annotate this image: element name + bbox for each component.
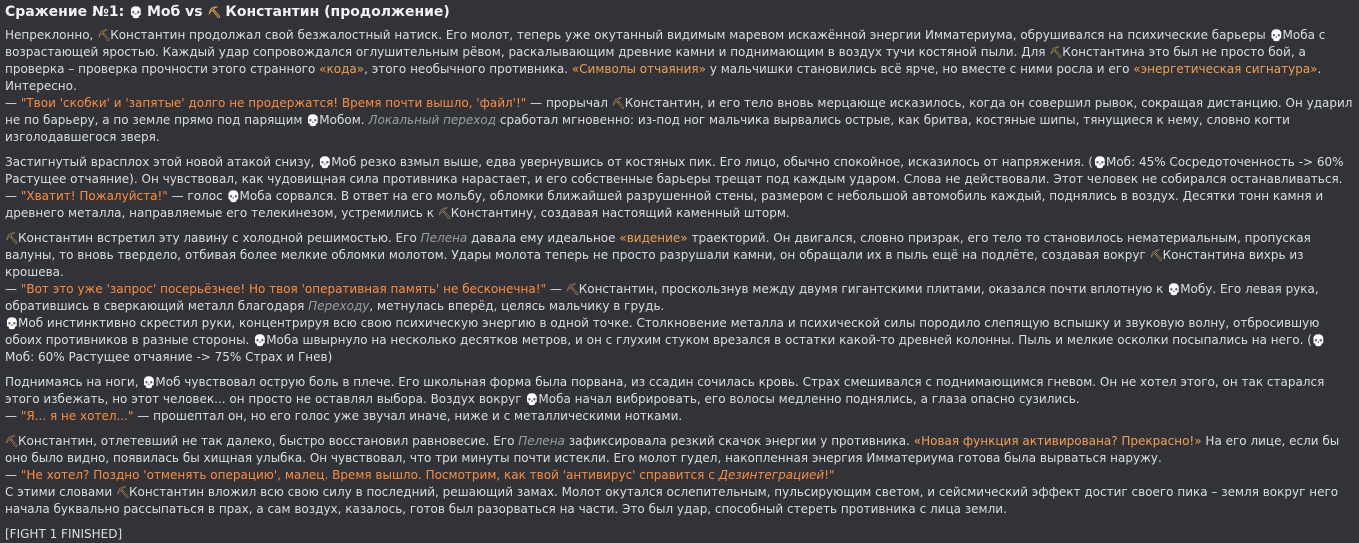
skull-icon: 💀 bbox=[525, 393, 540, 406]
pickaxe-icon: ⛏ bbox=[207, 6, 222, 19]
paragraph-3: ⛏Константин встретил эту лавину с холодной решимостью. Его Пелена давала ему идеальное «видение» траекторий. Он двигался, словно призрак, его тело то становилось нематериальным, пропуская валуны, то вновь твердело, отбивая более мелкие обломки молотом. Удары молота теперь не просто разрушали камни, он обращали их в пыль ещё на подлёте, создавая вокруг ⛏Константина вихрь из крошева. — "Вот это уже 'запрос' посерьёзнее! Но твоя 'оперативная память' не бесконечна!" — ⛏Константин, проскользнув между двумя гигантскими плитами, оказался почти вплотную к 💀Мобу. Его левая рука, обратившись в сверкающий металл благодаря Переходу, метнулась вперёд, целясь мальчику в грудь. 💀Моб инстинктивно скрестил руки, концентрируя всю свою психическую энергию в одной точке. Столкновение металла и психической силы породило слепящую вспышку и звуковую волну, отбросившую обоих противников в разные стороны. 💀Моба швырнуло на несколько десятков метров, и он с глухим стуком врезался в остатки какой-то древней колонны. Пыль и мелкие осколки посыпались на него. (💀Моб: 60% Растущее отчаяние -> 75% Страх и Гнев) bbox=[5, 231, 1326, 364]
pickaxe-icon: ⛏ bbox=[1149, 249, 1164, 262]
pickaxe-icon: ⛏ bbox=[611, 97, 626, 110]
skull-icon: 💀 bbox=[142, 376, 157, 389]
paragraph-2: Застигнутый врасплох этой новой атакой снизу, 💀Моб резко взмыл выше, едва увернувшись от костяных пик. Его лицо, обычно спокойное, исказилось от напряжения. (💀Моб: 45% Сосредоточенность -> 60% Растущее отчаяние). Он чувствовал, как чудовищная сила противника нарастает, и его собственные барьеры трещат под каждым ударом. Слова не действовали. Этот человек не собирался останавливаться. — "Хватит! Пожалуйста!" — голос 💀Моба сорвался. В ответ на его мольбу, обломки ближайшей разрушенной стены, размером с небольшой автомобиль каждый, поднялись в воздух. Десятки тонн камня и древнего металла, направляемые его телекинезом, устремились к ⛏Константину, создавая настоящий каменный шторм. bbox=[5, 155, 1344, 220]
fight-status: [FIGHT 1 FINISHED] bbox=[5, 527, 123, 541]
paragraph-1: Непреклонно, ⛏Константин продолжал свой безжалостный натиск. Его молот, теперь уже окутанный видимым маревом искажённой энергии Имматериума, обрушивался на психические барьеры 💀Моба с возрастающей яростью. Каждый удар сопровождался оглушительным рёвом, раскалывающим древние камни и поднимающим в воздух тучи костяной пыли. Для ⛏Константина это был не просто бой, а проверка – проверка прочности этого странного «кода», этого необычного противника. «Символы отчаяния» у мальчишки становились всё ярче, но вместе с ними росла и его «энергетическая сигнатура». Интересно. — "Твои 'скобки' и 'запятые' долго не продержатся! Время почти вышло, 'файл'!" — прорычал ⛏Константин, и его тело вновь мерцающе исказилось, когда он совершил рывок, сокращая дистанцию. Он ударил не по барьеру, а по земле прямо под парящим 💀Мобом. Локальный переход сработал мгновенно: из-под ног мальчика вырвались острые, как бритва, костяные шипы, тянущиеся к нему, словно когти изголодавшегося зверя. bbox=[5, 28, 1353, 144]
pickaxe-icon: ⛏ bbox=[1049, 46, 1064, 59]
skull-icon: 💀 bbox=[1269, 29, 1284, 42]
skull-icon: 💀 bbox=[1167, 283, 1181, 296]
skull-icon: 💀 bbox=[306, 114, 320, 127]
skull-icon: 💀 bbox=[318, 156, 332, 169]
skull-icon: 💀 bbox=[5, 317, 19, 330]
pickaxe-icon: ⛏ bbox=[565, 283, 580, 296]
paragraph-6: ⛏Константин, отлетевший не так далеко, быстро восстановил равновесие. Его Пелена зафиксировала резкий скачок энергии у противника. «Новая функция активирована? Прекрасно!» На его лице, если бы оно было видно, появилась бы хищная улыбка. Он чувствовал, что три минуты почти истекли. Его молот гудел, накопленная энергия Имматериума готова была вырваться наружу. — "Не хотел? Поздно 'отменять операцию', малец. Время вышло. Посмотрим, как твой 'антивирус' справится с Дезинтеграцией!" С этими словами ⛏Константин вложил всю свою силу в последний, решающий замах. Молот окутался ослепительным, пульсирующим светом, и сейсмический эффект достиг своего пика – земля вокруг него начала буквально рассыпаться в прах, а сам воздух, казалось, готов был разорваться на части. Это был удар, способный стереть противника с лица земли. bbox=[5, 434, 1340, 516]
skull-icon: 💀 bbox=[226, 190, 241, 203]
pickaxe-icon: ⛏ bbox=[5, 435, 19, 448]
paragraph-5: Поднимаясь на ноги, 💀Моб чувствовал острую боль в плече. Его школьная форма была порвана, из ссадин сочилась кровь. Страх смешивался с поднимающимся гневом. Он не хотел этого, он так старался этого избежать, но этот человек... он просто не оставлял выбора. Воздух вокруг 💀Моба начал вибрировать, его волосы медленно поднялись, а глаза опасно сузились. — "Я... я не хотел..." — прошептал он, но его голос уже звучал иначе, ниже и с металлическими нотками. bbox=[5, 375, 1325, 423]
pickaxe-icon: ⛏ bbox=[115, 486, 130, 499]
pickaxe-icon: ⛏ bbox=[97, 29, 112, 42]
pickaxe-icon: ⛏ bbox=[437, 207, 452, 220]
skull-icon: 💀 bbox=[253, 334, 267, 347]
skull-icon: 💀 bbox=[1311, 334, 1326, 347]
skull-icon: 💀 bbox=[129, 6, 143, 19]
pickaxe-icon: ⛏ bbox=[5, 232, 19, 245]
message-title: Сражение №1: 💀 Моб vs ⛏ Константин (продолжение) bbox=[5, 2, 1354, 23]
skull-icon: 💀 bbox=[1092, 156, 1107, 169]
